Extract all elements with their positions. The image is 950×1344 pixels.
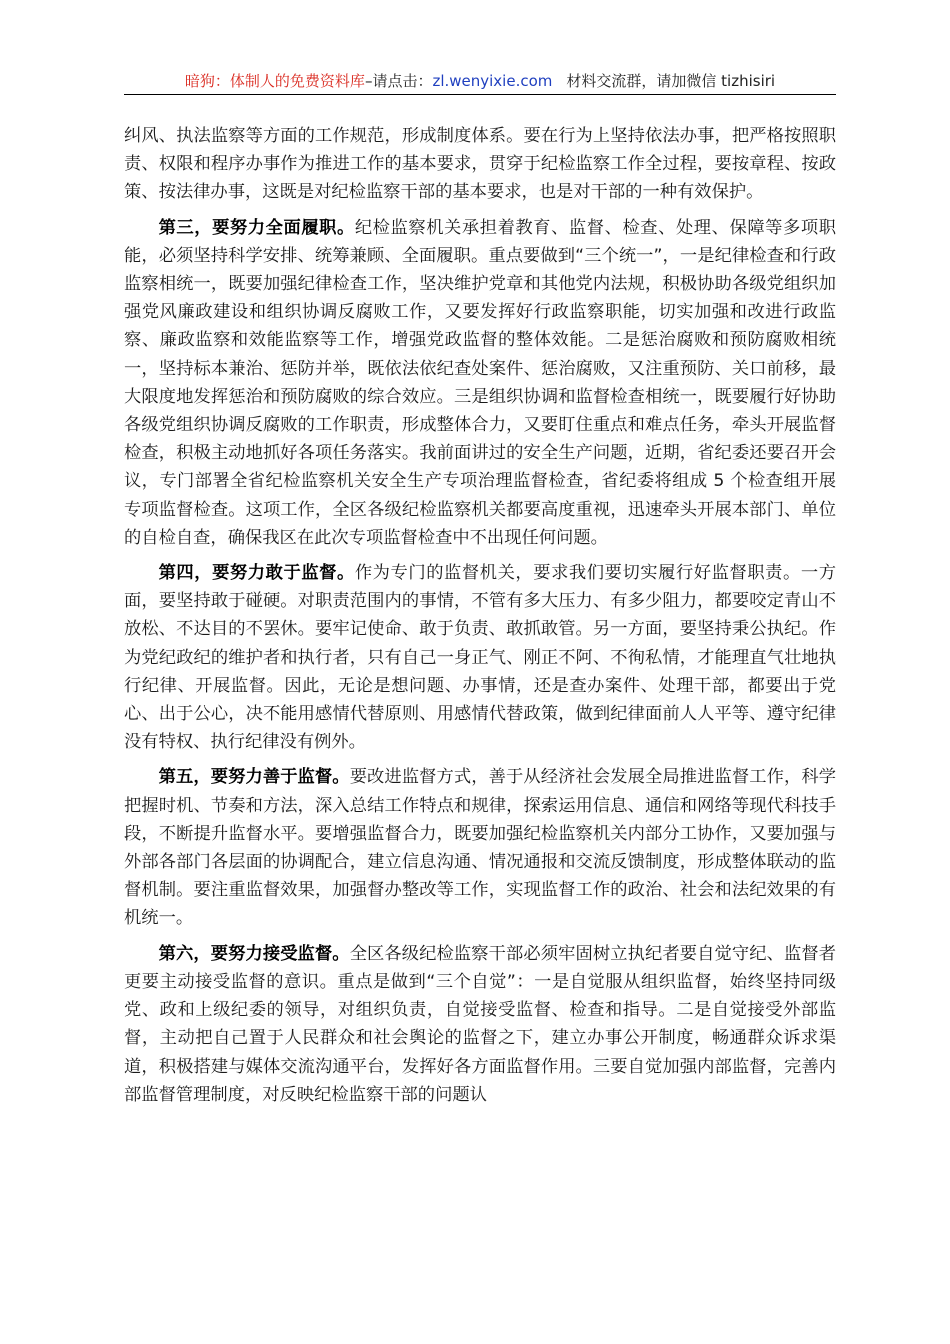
paragraph	[124, 559, 836, 756]
paragraph-lead: 第五，要努力善于监督。	[158, 767, 350, 788]
paragraph-lead: 第六，要努力接受监督。	[158, 943, 350, 964]
paragraph	[124, 763, 836, 932]
header-link-label: –请点击：	[364, 72, 433, 90]
paragraph-text: 全区各级纪检监察干部必须牢固树立执纪者要自觉守纪、监督者更要主动接受监督的意识。重点是做到“三个自觉”：一是自觉服从组织监督，始终坚持同级党、政和上级纪委的领导，对组织负责，自觉接受监督、检查和指导。二是自觉接受外部监督，主动把自己置于人民群众和社会舆论的监督之下，建立办事公开制度，畅通群众诉求渠道，积极搭建与媒体交流沟通平台，发挥好各方面监督作用。三要自觉加强内部监督，完善内部监督管理制度，对反映纪检监察干部的问题认	[124, 943, 836, 1105]
header-contact: 材料交流群，请加微信 tizhisiri	[566, 72, 776, 90]
header-link[interactable]: zl.wenyixie.com	[432, 72, 553, 90]
paragraph-lead: 第三，要努力全面履职。	[158, 217, 355, 238]
paragraph-text: 要改进监督方式，善于从经济社会发展全局推进监督工作，科学把握时机、节奏和方法，深入总结工作特点和规律，探索运用信息、通信和网络等现代科技手段，不断提升监督水平。要增强监督合力，既要加强纪检监察机关内部分工协作，又要加强与外部各部门各层面的协调配合，建立信息沟通、情况通报和交流反馈制度，形成整体联动的监督机制。要注重监督效果，加强督办整改等工作，实现监督工作的政治、社会和法纪效果的有机统一。	[124, 767, 836, 929]
paragraph-text: 纠风、执法监察等方面的工作规范，形成制度体系。要在行为上坚持依法办事，把严格按照职责、权限和程序办事作为推进工作的基本要求，贯穿于纪检监察工作全过程，要按章程、按政策、按法律办事，这既是对纪检监察干部的基本要求，也是对干部的一种有效保护。	[124, 126, 836, 203]
paragraph-text: 纪检监察机关承担着教育、监督、检查、处理、保障等多项职能，必须坚持科学安排、统筹兼顾、全面履职。重点要做到“三个统一”，一是纪律检查和行政监察相统一，既要加强纪律检查工作，坚决维护党章和其他党内法规，积极协助各级党组织加强党风廉政建设和组织协调反腐败工作，又要发挥好行政监察职能，切实加强和改进行政监察、廉政监察和效能监察等工作，增强党政监督的整体效能。二是惩治腐败和预防腐败相统一，坚持标本兼治、惩防并举，既依法依纪查处案件、惩治腐败，又注重预防、关口前移，最大限度地发挥惩治和预防腐败的综合效应。三是组织协调和监督检查相统一，既要履行好协助各级党组织协调反腐败的工作职责，形成整体合力，又要盯住重点和难点任务，牵头开展监督检查，积极主动地抓好各项任务落实。我前面讲过的安全生产问题，近期，省纪委还要召开会议，专门部署全省纪检监察机关安全生产专项治理监督检查，省纪委将组成 5 个检查组开展专项监督检查。这项工作，全区各级纪检监察机关都要高度重视，迅速牵头开展本部门、单位的自检自查，确保我区在此次专项监督检查中不出现任何问题。	[124, 217, 836, 548]
paragraph	[124, 940, 836, 1109]
header-brand: 暗狗：体制人的免费资料库	[184, 72, 365, 90]
paragraph-text: 作为专门的监督机关，要求我们要切实履行好监督职责。一方面，要坚持敢于碰硬。对职责范围内的事情，不管有多大压力、有多少阻力，都要咬定青山不放松、不达目的不罢休。要牢记使命、敢于负责、敢抓敢管。另一方面，要坚持秉公执纪。作为党纪政纪的维护者和执行者，只有自己一身正气、刚正不阿、不徇私情，才能理直气壮地执行纪律、开展监督。因此，无论是想问题、办事情，还是查办案件、处理干部，都要出于党心、出于公心，决不能用感情代替原则、用感情代替政策，做到纪律面前人人平等、遵守纪律没有特权、执行纪律没有例外。	[124, 563, 836, 753]
paragraph-lead: 第四，要努力敢于监督。	[158, 563, 355, 584]
paragraph	[124, 122, 836, 207]
page-header	[124, 68, 836, 95]
document-body	[124, 122, 836, 1116]
paragraph	[124, 214, 836, 552]
